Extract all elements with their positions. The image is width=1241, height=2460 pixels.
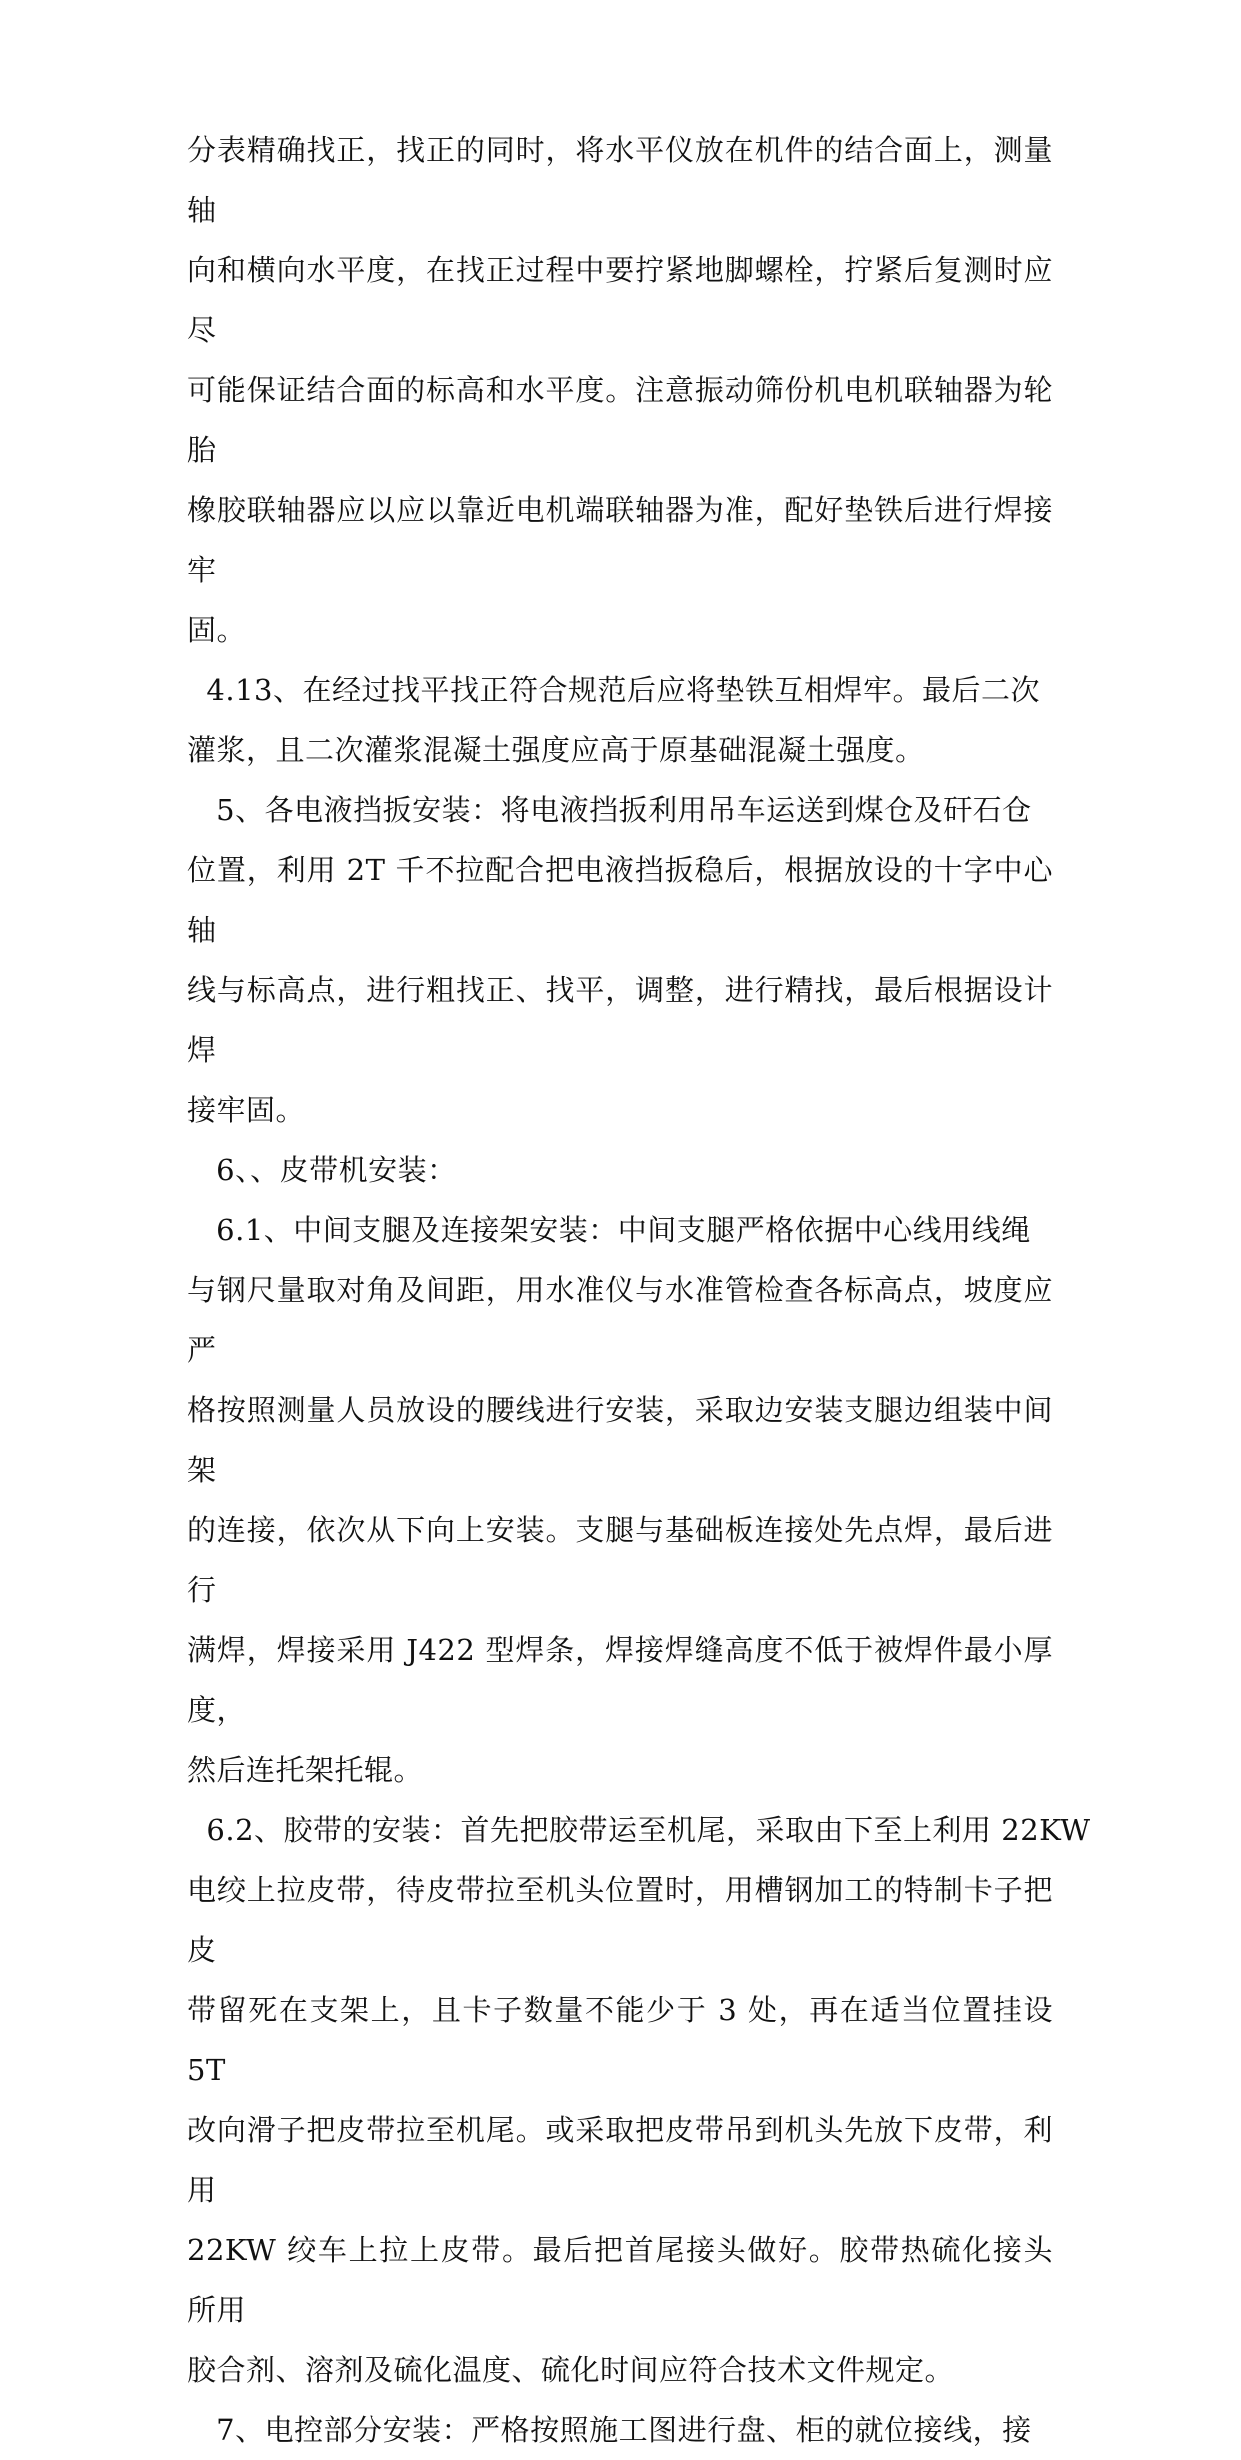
- text-line: 22KW 绞车上拉上皮带。最后把首尾接头做好。胶带热硫化接头所用: [187, 2233, 1053, 2327]
- text-line: 位置，利用 2T 千不拉配合把电液挡扳稳后，根据放设的十字中心轴: [187, 853, 1053, 947]
- text-line: 6.2、胶带的安装：首先把胶带运至机尾，采取由下至上利用 22KW: [187, 1813, 1091, 1847]
- paragraph-7: [187, 2400, 1053, 2460]
- text-line: 固。: [187, 613, 247, 647]
- text-line: 然后连托架托辊。: [187, 1753, 424, 1787]
- text-line: 橡胶联轴器应以应以靠近电机端联轴器为准，配好垫铁后进行焊接牢: [187, 493, 1053, 587]
- text-line: 6、、皮带机安装：: [187, 1153, 457, 1187]
- text-line: 格按照测量人员放设的腰线进行安装，采取边安装支腿边组装中间架: [187, 1393, 1053, 1487]
- text-line: 的连接，依次从下向上安装。支腿与基础板连接处先点焊，最后进行: [187, 1513, 1053, 1607]
- text-line: 4.13、在经过找平找正符合规范后应将垫铁互相焊牢。最后二次: [187, 673, 1041, 707]
- text-line: 灌浆，且二次灌浆混凝土强度应高于原基础混凝土强度。: [187, 733, 925, 767]
- paragraph-4-13: [187, 660, 1053, 780]
- paragraph-6-2: [187, 1800, 1091, 2400]
- text-line: 线与标高点，进行粗找正、找平，调整，进行精找，最后根据设计焊: [187, 973, 1053, 1067]
- text-line: 7、电控部分安装：严格按照施工图进行盘、柜的就位接线，接: [187, 2413, 1032, 2447]
- text-line: 向和横向水平度，在找正过程中要拧紧地脚螺栓，拧紧后复测时应尽: [187, 253, 1053, 347]
- text-line: 接牢固。: [187, 1093, 306, 1127]
- paragraph-4-12-continued: [187, 120, 1053, 660]
- text-line: 电绞上拉皮带，待皮带拉至机头位置时，用槽钢加工的特制卡子把皮: [187, 1873, 1053, 1967]
- paragraph-6-1: [187, 1200, 1053, 1800]
- text-line: 分表精确找正，找正的同时，将水平仪放在机件的结合面上，测量轴: [187, 133, 1053, 227]
- text-line: 改向滑子把皮带拉至机尾。或采取把皮带吊到机头先放下皮带，利用: [187, 2113, 1053, 2207]
- text-line: 胶合剂、溶剂及硫化温度、硫化时间应符合技术文件规定。: [187, 2353, 955, 2387]
- document-body: [187, 120, 1091, 2460]
- text-line: 6.1、中间支腿及连接架安装：中间支腿严格依据中心线用线绳: [187, 1213, 1031, 1247]
- text-line: 带留死在支架上，且卡子数量不能少于 3 处，再在适当位置挂设 5T: [187, 1993, 1053, 2087]
- text-line: 与钢尺量取对角及间距，用水准仪与水准管检查各标高点，坡度应严: [187, 1273, 1053, 1367]
- text-line: 可能保证结合面的标高和水平度。注意振动筛份机电机联轴器为轮胎: [187, 373, 1053, 467]
- paragraph-6-heading: [187, 1140, 1053, 1200]
- text-line: 5、各电液挡扳安装：将电液挡扳利用吊车运送到煤仓及矸石仓: [187, 793, 1032, 827]
- text-line: 满焊，焊接采用 J422 型焊条，焊接焊缝高度不低于被焊件最小厚度，: [187, 1633, 1053, 1727]
- paragraph-5: [187, 780, 1053, 1140]
